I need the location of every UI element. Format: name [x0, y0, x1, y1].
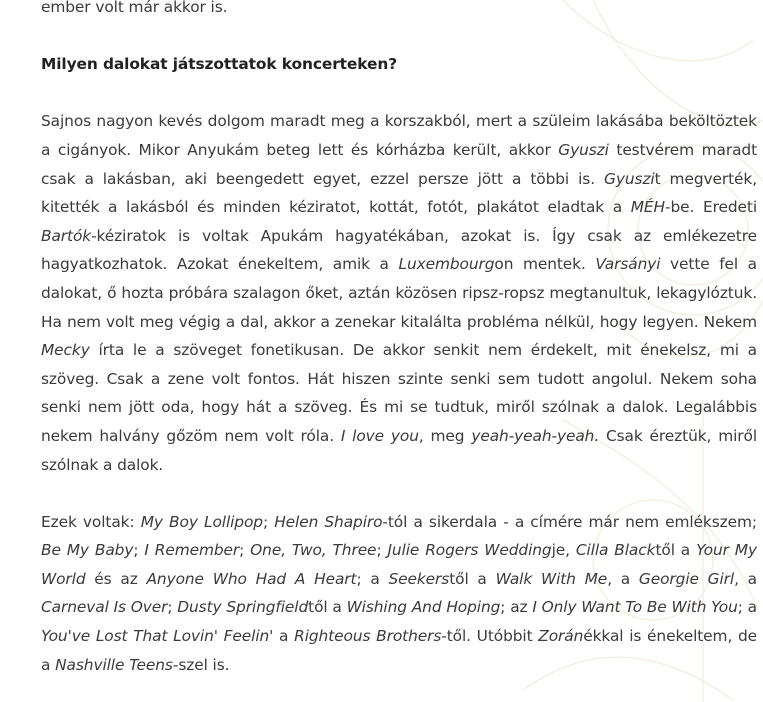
- text-run: és az: [85, 569, 147, 588]
- text-run: írta le a szöveget fonetikusan. De akkor senkit nem érdekelt, mit énekelsz, mi a szöveg. Csak a zene volt fontos. Hát hiszen szinte senki sem tudott angolul. Nekem soha senki nem jött oda, hogy hát a szöveg. És mi se tudtuk, miről szólnak a dalok. Legalábbis nekem halvány gőzöm nem volt róla.: [41, 341, 757, 445]
- italic-reference: Luxembourg: [398, 255, 495, 274]
- answer-paragraph-songs: [41, 508, 757, 680]
- article-body: [41, 0, 757, 702]
- italic-reference: Carneval Is Over: [41, 598, 168, 617]
- text-run: től a: [308, 598, 347, 617]
- italic-reference: Gyuszi: [604, 169, 655, 188]
- text-run: ; a: [737, 598, 758, 617]
- text-run: Sajnos nagyon kevés dolgom maradt meg a korszakból, mert a szüleim lakásába beköltöztek a cigányok. Mikor Anyukám beteg lett és kórházba került, akkor: [41, 112, 757, 159]
- text-run: , a: [607, 569, 639, 588]
- intro-tail-paragraph: ember volt már akkor is.: [41, 0, 228, 16]
- text-run: -be. Eredeti: [665, 198, 758, 217]
- italic-reference: Georgie Girl: [638, 569, 735, 588]
- italic-reference: My Boy Lollipop: [140, 512, 263, 531]
- italic-reference: Julie Rogers Wedding: [387, 541, 552, 560]
- italic-reference: Righteous Brothers: [294, 627, 442, 646]
- italic-reference: Helen Shapiro: [274, 512, 383, 531]
- italic-reference: I Only Want To Be With You: [532, 598, 738, 617]
- text-run: -kéziratok is voltak Apukám hagyatékában, azokat is. Így csak az emlékezetre hagyatkozhatok. Azokat énekeltem, amik a: [41, 226, 757, 274]
- text-run: ;: [167, 598, 178, 617]
- text-run: ; a: [356, 569, 389, 588]
- italic-reference: Varsányi: [595, 255, 661, 274]
- text-run: ;: [239, 541, 251, 560]
- italic-reference: Nashville Teens: [55, 655, 173, 674]
- italic-reference: yeah-yeah-yeah.: [471, 426, 600, 445]
- italic-reference: MÉH: [630, 198, 666, 217]
- italic-reference: Mecky: [41, 341, 90, 360]
- text-run: ;: [133, 541, 145, 560]
- italic-reference: Your My World: [41, 541, 757, 588]
- italic-reference: Cilla Black: [575, 541, 656, 560]
- answer-paragraph-memories: [41, 107, 757, 479]
- text-run: Ezek voltak:: [41, 512, 141, 531]
- text-run: ékkal is énekeltem, de a: [41, 627, 758, 674]
- italic-reference: One, Two, Three: [250, 541, 377, 560]
- italic-reference: Dusty Springfield: [177, 598, 309, 617]
- text-run: je,: [551, 541, 576, 560]
- text-run: , a: [734, 569, 757, 588]
- text-run: testvérem maradt csak a lakásban, aki beengedett egyet, ezzel persze jött a többi is.: [41, 140, 758, 188]
- italic-reference: You've Lost That Lovin' Feelin': [41, 627, 274, 646]
- italic-reference: Bartók: [41, 226, 92, 245]
- italic-reference: Seekers: [388, 569, 450, 588]
- text-run: től a: [449, 569, 496, 588]
- text-run: , meg: [418, 426, 472, 445]
- text-run: Csak éreztük, miről szólnak a dalok.: [41, 426, 757, 474]
- text-run: -től. Utóbbit: [441, 627, 539, 646]
- italic-reference: Zorán: [538, 627, 584, 646]
- italic-reference: Walk With Me: [495, 569, 608, 588]
- text-run: től a: [655, 541, 697, 560]
- italic-reference: I love you: [340, 426, 419, 445]
- italic-reference: Be My Baby: [41, 541, 134, 560]
- text-run: a: [273, 627, 295, 646]
- italic-reference: Anyone Who Had A Heart: [146, 569, 357, 588]
- italic-reference: Gyuszi: [558, 140, 609, 159]
- text-run: ;: [262, 512, 275, 531]
- text-run: -tól a sikerdala - a címére már nem emlékszem;: [382, 512, 757, 531]
- text-run: on mentek.: [494, 255, 596, 274]
- text-run: vette fel a dalokat, ő hozta próbára szalagon őket, aztán közösen ripsz-ropsz megtanultuk, lekagylóztuk. Ha nem volt meg végig a dal, akkor a zenekar kitalálta probléma nélkül, hogy legyen. Nekem: [41, 255, 757, 331]
- italic-reference: Wishing And Hoping: [346, 598, 501, 617]
- text-run: t megverték, kitették a lakásból és minden kéziratot, kottát, fotót, plakátot eladtak a: [41, 169, 757, 217]
- italic-reference: I Remember: [144, 541, 240, 560]
- interview-question: Milyen dalokat játszottatok koncerteken?: [41, 55, 398, 74]
- text-run: ; az: [500, 598, 533, 617]
- text-run: -szel is.: [172, 655, 230, 674]
- text-run: ;: [376, 541, 388, 560]
